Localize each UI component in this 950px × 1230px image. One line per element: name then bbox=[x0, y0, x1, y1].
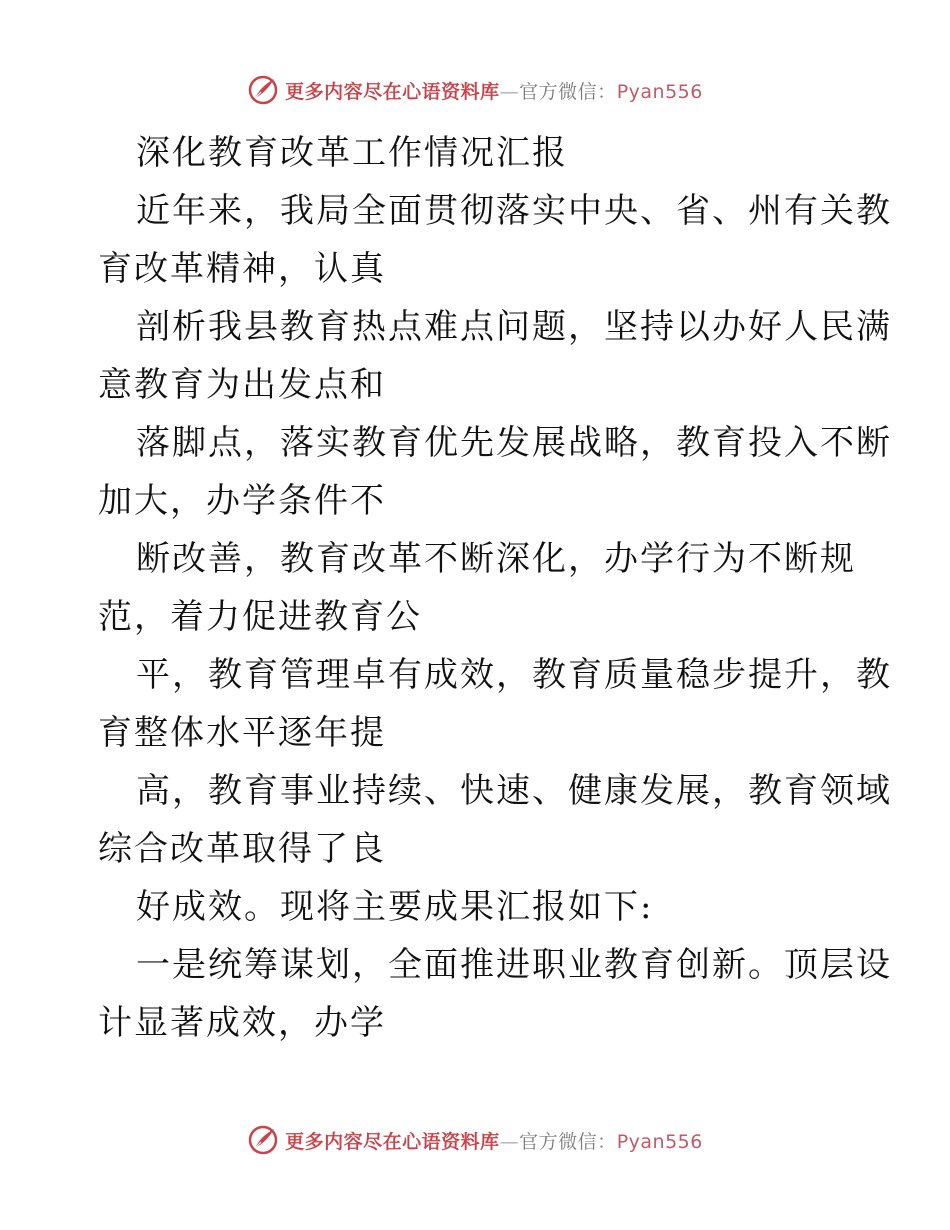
text-line: 范，着力促进教育公 bbox=[98, 597, 422, 637]
text-line: 落脚点，落实教育优先发展战略，教育投入不断 bbox=[136, 423, 892, 463]
text-line: 高，教育事业持续、快速、健康发展，教育领域 bbox=[136, 771, 892, 811]
banner-official-label: 官方微信： bbox=[519, 80, 617, 103]
text-line: 近年来，我局全面贯彻落实中央、省、州有关教 bbox=[136, 191, 892, 231]
banner-separator: — bbox=[499, 80, 520, 103]
banner-official-label: 官方微信： bbox=[519, 1130, 617, 1153]
banner-brand-text: 更多内容尽在心语资料库 bbox=[285, 1130, 500, 1153]
text-line: 育整体水平逐年提 bbox=[98, 713, 386, 753]
header-banner bbox=[0, 70, 950, 110]
text-line: 育改革精神，认真 bbox=[98, 249, 386, 289]
quill-pen-circle-icon bbox=[247, 1124, 279, 1156]
text-line: 平，教育管理卓有成效，教育质量稳步提升，教 bbox=[136, 655, 892, 695]
text-line: 意教育为出发点和 bbox=[98, 365, 386, 405]
banner-text bbox=[285, 77, 703, 104]
text-line: 断改善，教育改革不断深化，办学行为不断规 bbox=[136, 539, 856, 579]
footer-banner bbox=[0, 1120, 950, 1160]
text-line: 好成效。现将主要成果汇报如下: bbox=[136, 887, 654, 927]
text-line: 计显著成效，办学 bbox=[98, 1003, 386, 1043]
banner-wechat-id: Pyan556 bbox=[616, 1130, 703, 1153]
quill-pen-circle-icon bbox=[247, 74, 279, 106]
banner-text bbox=[285, 1127, 703, 1154]
text-line: 综合改革取得了良 bbox=[98, 829, 386, 869]
banner-separator: — bbox=[499, 1130, 520, 1153]
text-line: 加大，办学条件不 bbox=[98, 481, 386, 521]
text-line: 一是统筹谋划，全面推进职业教育创新。顶层设 bbox=[136, 945, 892, 985]
document-title: 深化教育改革工作情况汇报 bbox=[136, 133, 568, 173]
banner-wechat-id: Pyan556 bbox=[616, 80, 703, 103]
document-body bbox=[98, 124, 892, 1052]
banner-brand-text: 更多内容尽在心语资料库 bbox=[285, 80, 500, 103]
text-line: 剖析我县教育热点难点问题，坚持以办好人民满 bbox=[136, 307, 892, 347]
